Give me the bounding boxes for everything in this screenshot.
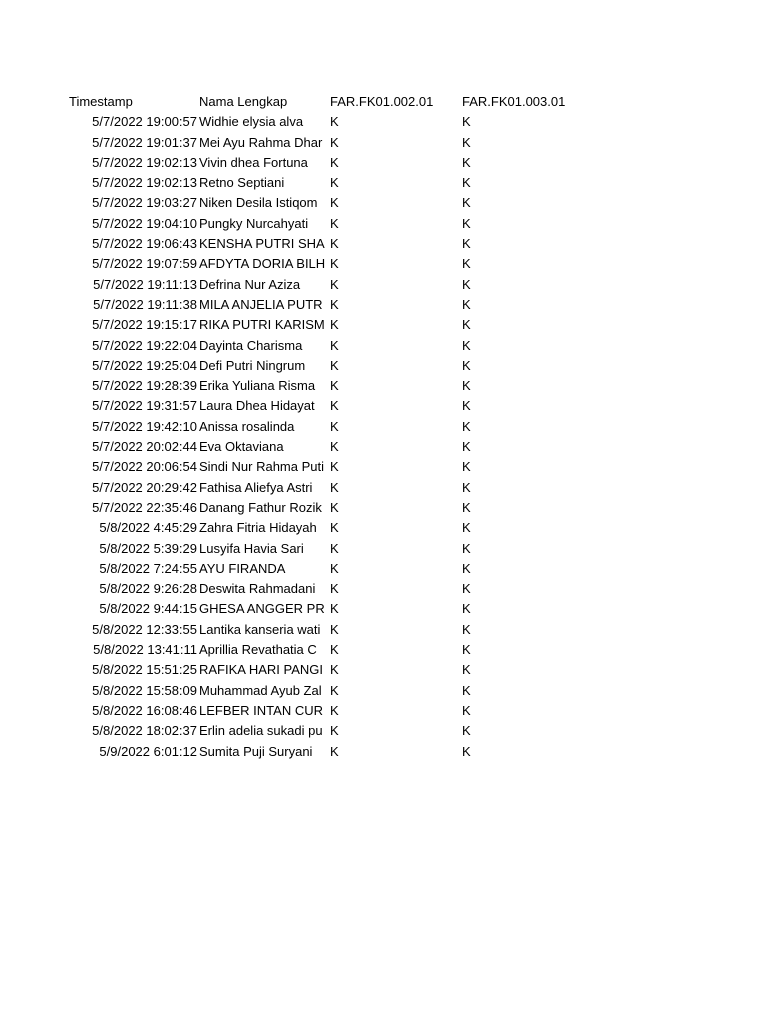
timestamp-cell: 5/7/2022 19:00:57 xyxy=(92,114,197,130)
timestamp-cell: 5/8/2022 4:45:29 xyxy=(99,520,197,536)
timestamp-cell: 5/7/2022 20:02:44 xyxy=(92,439,197,455)
name-cell: Erika Yuliana Risma xyxy=(199,378,316,394)
table-row xyxy=(66,112,746,132)
table-body xyxy=(66,112,746,762)
timestamp-cell: 5/7/2022 19:11:38 xyxy=(93,296,197,312)
far-fk01-003-01-cell: K xyxy=(462,702,471,718)
far-fk01-003-01-cell: K xyxy=(462,439,471,455)
table-row xyxy=(66,701,746,721)
table-row xyxy=(66,173,746,193)
far-fk01-003-01-cell: K xyxy=(462,236,471,252)
timestamp-cell: 5/7/2022 19:31:57 xyxy=(92,398,197,414)
name-cell: Anissa rosalinda xyxy=(199,418,295,434)
far-fk01-002-01-cell: K xyxy=(330,560,339,576)
name-cell: Mei Ayu Rahma Dhar xyxy=(199,134,323,150)
far-fk01-003-01-cell: K xyxy=(462,418,471,434)
timestamp-cell: 5/8/2022 18:02:37 xyxy=(92,723,197,739)
far-fk01-002-01-cell: K xyxy=(330,601,339,617)
far-fk01-003-01-cell: K xyxy=(462,175,471,191)
far-fk01-003-01-cell: K xyxy=(462,256,471,272)
far-fk01-003-01-cell: K xyxy=(462,195,471,211)
timestamp-cell: 5/8/2022 15:58:09 xyxy=(92,682,197,698)
name-cell: Muhammad Ayub Zal xyxy=(199,682,322,698)
far-fk01-002-01-cell: K xyxy=(330,317,339,333)
table-row xyxy=(66,478,746,498)
far-fk01-002-01-cell: K xyxy=(330,581,339,597)
table-row xyxy=(66,559,746,579)
far-fk01-002-01-cell: K xyxy=(330,621,339,637)
far-fk01-002-01-cell: K xyxy=(330,276,339,292)
name-cell: RAFIKA HARI PANGI xyxy=(199,662,324,678)
name-cell: Defi Putri Ningrum xyxy=(199,357,306,373)
timestamp-cell: 5/7/2022 19:42:10 xyxy=(92,418,197,434)
name-cell: Sindi Nur Rahma Puti xyxy=(199,459,324,475)
name-cell: Vivin dhea Fortuna xyxy=(199,154,308,170)
name-cell: GHESA ANGGER PR xyxy=(199,601,325,617)
table-row xyxy=(66,417,746,437)
table-row xyxy=(66,214,746,234)
far-fk01-003-01-cell: K xyxy=(462,540,471,556)
far-fk01-002-01-cell: K xyxy=(330,296,339,312)
table-row xyxy=(66,234,746,254)
far-fk01-002-01-cell: K xyxy=(330,743,339,759)
table-row xyxy=(66,457,746,477)
name-cell: LEFBER INTAN CUR xyxy=(199,702,323,718)
timestamp-cell: 5/7/2022 19:03:27 xyxy=(92,195,197,211)
far-fk01-002-01-cell: K xyxy=(330,175,339,191)
far-fk01-003-01-cell: K xyxy=(462,621,471,637)
name-cell: Retno Septiani xyxy=(199,175,285,191)
far-fk01-003-01-cell: K xyxy=(462,479,471,495)
far-fk01-002-01-cell: K xyxy=(330,540,339,556)
timestamp-cell: 5/7/2022 19:07:59 xyxy=(92,256,197,272)
name-cell: Defrina Nur Aziza xyxy=(199,276,301,292)
far-fk01-002-01-cell: K xyxy=(330,154,339,170)
far-fk01-002-01-cell: K xyxy=(330,642,339,658)
far-fk01-002-01-cell: K xyxy=(330,357,339,373)
name-cell: Lantika kanseria wati xyxy=(199,621,321,637)
timestamp-cell: 5/8/2022 9:26:28 xyxy=(99,581,197,597)
table-row xyxy=(66,376,746,396)
table-row xyxy=(66,396,746,416)
timestamp-cell: 5/8/2022 7:24:55 xyxy=(99,560,197,576)
far-fk01-003-01-cell: K xyxy=(462,560,471,576)
table-row xyxy=(66,498,746,518)
name-cell: Pungky Nurcahyati xyxy=(199,215,309,231)
name-cell: Lusyifa Havia Sari xyxy=(199,540,304,556)
far-fk01-003-01-cell: K xyxy=(462,378,471,394)
far-fk01-003-01-cell: K xyxy=(462,743,471,759)
far-fk01-002-01-cell: K xyxy=(330,398,339,414)
far-fk01-003-01-cell: K xyxy=(462,296,471,312)
header-name: Nama Lengkap xyxy=(199,94,288,109)
timestamp-cell: 5/7/2022 19:02:13 xyxy=(92,175,197,191)
far-fk01-003-01-cell: K xyxy=(462,154,471,170)
timestamp-cell: 5/8/2022 5:39:29 xyxy=(99,540,197,556)
name-cell: Sumita Puji Suryani xyxy=(199,743,313,759)
name-cell: Deswita Rahmadani xyxy=(199,581,316,597)
header-far-fk01-003-01: FAR.FK01.003.01 xyxy=(462,94,566,109)
far-fk01-002-01-cell: K xyxy=(330,418,339,434)
far-fk01-002-01-cell: K xyxy=(330,520,339,536)
timestamp-cell: 5/7/2022 22:35:46 xyxy=(92,499,197,515)
name-cell: AFDYTA DORIA BILH xyxy=(199,256,326,272)
far-fk01-003-01-cell: K xyxy=(462,499,471,515)
name-cell: Zahra Fitria Hidayah xyxy=(199,520,317,536)
far-fk01-002-01-cell: K xyxy=(330,662,339,678)
name-cell: Eva Oktaviana xyxy=(199,439,284,455)
name-cell: MILA ANJELIA PUTR xyxy=(199,296,323,312)
header-far-fk01-002-01: FAR.FK01.002.01 xyxy=(330,94,434,109)
far-fk01-003-01-cell: K xyxy=(462,337,471,353)
far-fk01-003-01-cell: K xyxy=(462,398,471,414)
timestamp-cell: 5/7/2022 19:28:39 xyxy=(92,378,197,394)
table-row xyxy=(66,153,746,173)
name-cell: Erlin adelia sukadi pu xyxy=(199,723,323,739)
table-row xyxy=(66,275,746,295)
timestamp-cell: 5/8/2022 13:41:11 xyxy=(93,642,197,658)
name-cell: Laura Dhea Hidayat xyxy=(199,398,315,414)
table-row xyxy=(66,193,746,213)
name-cell: Danang Fathur Rozik xyxy=(199,499,322,515)
timestamp-cell: 5/7/2022 19:22:04 xyxy=(92,337,197,353)
name-cell: RIKA PUTRI KARISM xyxy=(199,317,325,333)
far-fk01-002-01-cell: K xyxy=(330,702,339,718)
far-fk01-002-01-cell: K xyxy=(330,682,339,698)
table-row xyxy=(66,295,746,315)
table-row xyxy=(66,640,746,660)
name-cell: Widhie elysia alva xyxy=(199,114,304,130)
name-cell: Dayinta Charisma xyxy=(199,337,303,353)
far-fk01-002-01-cell: K xyxy=(330,459,339,475)
table-row xyxy=(66,518,746,538)
timestamp-cell: 5/7/2022 19:01:37 xyxy=(92,134,197,150)
far-fk01-003-01-cell: K xyxy=(462,520,471,536)
name-cell: Aprillia Revathatia C xyxy=(199,642,317,658)
timestamp-cell: 5/8/2022 15:51:25 xyxy=(92,662,197,678)
far-fk01-002-01-cell: K xyxy=(330,114,339,130)
table-row xyxy=(66,539,746,559)
table-row xyxy=(66,579,746,599)
spreadsheet-table xyxy=(66,92,746,762)
far-fk01-002-01-cell: K xyxy=(330,479,339,495)
far-fk01-003-01-cell: K xyxy=(462,723,471,739)
far-fk01-003-01-cell: K xyxy=(462,642,471,658)
far-fk01-003-01-cell: K xyxy=(462,317,471,333)
far-fk01-002-01-cell: K xyxy=(330,215,339,231)
table-row xyxy=(66,599,746,619)
far-fk01-002-01-cell: K xyxy=(330,195,339,211)
far-fk01-003-01-cell: K xyxy=(462,215,471,231)
name-cell: KENSHA PUTRI SHA xyxy=(199,236,325,252)
timestamp-cell: 5/7/2022 19:11:13 xyxy=(93,276,197,292)
far-fk01-002-01-cell: K xyxy=(330,134,339,150)
timestamp-cell: 5/7/2022 20:29:42 xyxy=(92,479,197,495)
header-timestamp: Timestamp xyxy=(69,94,133,109)
table-row xyxy=(66,315,746,335)
far-fk01-002-01-cell: K xyxy=(330,378,339,394)
far-fk01-003-01-cell: K xyxy=(462,276,471,292)
timestamp-cell: 5/7/2022 19:02:13 xyxy=(92,154,197,170)
timestamp-cell: 5/7/2022 19:15:17 xyxy=(92,317,197,333)
far-fk01-002-01-cell: K xyxy=(330,236,339,252)
far-fk01-002-01-cell: K xyxy=(330,337,339,353)
timestamp-cell: 5/8/2022 9:44:15 xyxy=(99,601,197,617)
timestamp-cell: 5/7/2022 19:25:04 xyxy=(92,357,197,373)
far-fk01-003-01-cell: K xyxy=(462,682,471,698)
far-fk01-002-01-cell: K xyxy=(330,256,339,272)
name-cell: Niken Desila Istiqom xyxy=(199,195,318,211)
table-row xyxy=(66,721,746,741)
table-row xyxy=(66,254,746,274)
far-fk01-002-01-cell: K xyxy=(330,439,339,455)
timestamp-cell: 5/7/2022 20:06:54 xyxy=(92,459,197,475)
timestamp-cell: 5/7/2022 19:04:10 xyxy=(92,215,197,231)
name-cell: AYU FIRANDA xyxy=(199,560,286,576)
far-fk01-003-01-cell: K xyxy=(462,662,471,678)
table-row xyxy=(66,681,746,701)
table-row xyxy=(66,620,746,640)
table-row xyxy=(66,133,746,153)
far-fk01-002-01-cell: K xyxy=(330,499,339,515)
far-fk01-002-01-cell: K xyxy=(330,723,339,739)
table-row xyxy=(66,437,746,457)
timestamp-cell: 5/9/2022 6:01:12 xyxy=(99,743,197,759)
name-cell: Fathisa Aliefya Astri xyxy=(199,479,313,495)
table-row xyxy=(66,742,746,762)
table-row xyxy=(66,356,746,376)
table-row xyxy=(66,660,746,680)
far-fk01-003-01-cell: K xyxy=(462,601,471,617)
timestamp-cell: 5/8/2022 12:33:55 xyxy=(92,621,197,637)
far-fk01-003-01-cell: K xyxy=(462,459,471,475)
far-fk01-003-01-cell: K xyxy=(462,581,471,597)
far-fk01-003-01-cell: K xyxy=(462,114,471,130)
far-fk01-003-01-cell: K xyxy=(462,357,471,373)
timestamp-cell: 5/7/2022 19:06:43 xyxy=(92,236,197,252)
header-row xyxy=(66,92,746,112)
timestamp-cell: 5/8/2022 16:08:46 xyxy=(92,702,197,718)
table-row xyxy=(66,336,746,356)
far-fk01-003-01-cell: K xyxy=(462,134,471,150)
